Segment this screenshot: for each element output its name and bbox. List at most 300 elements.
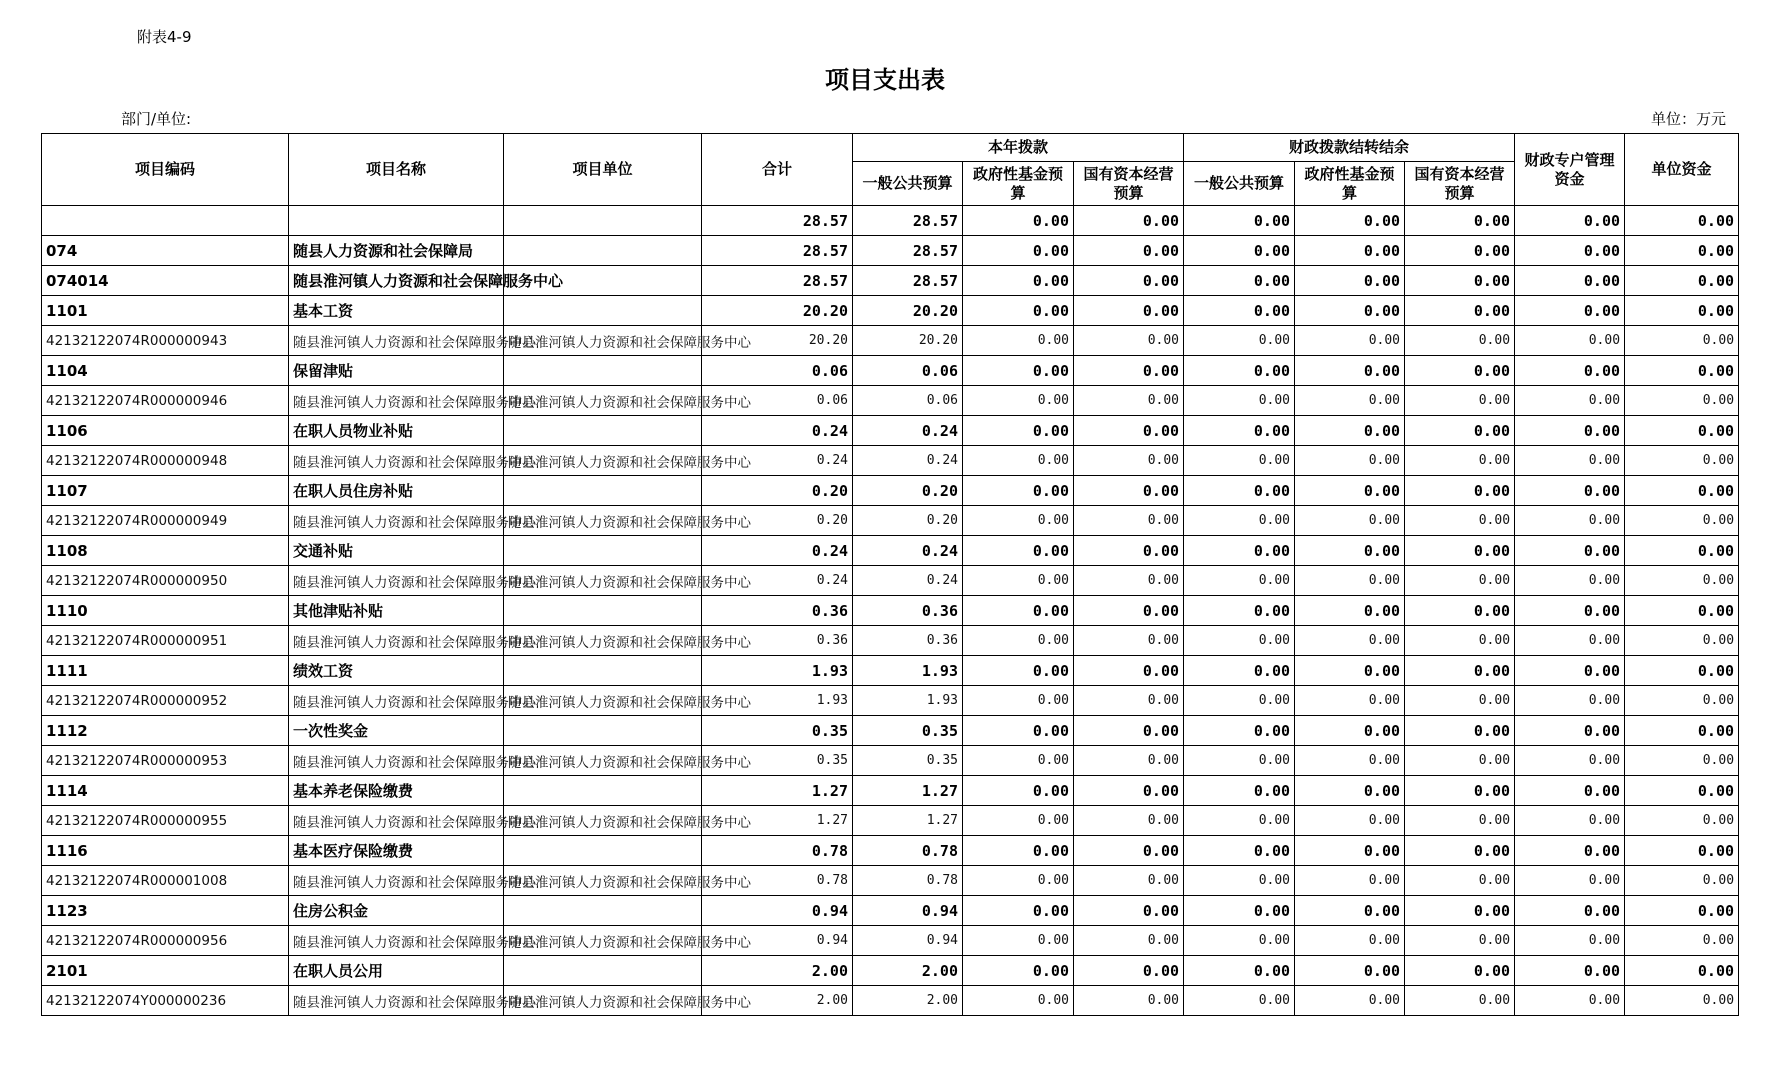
- cell-gov-fund-budget: 0.00: [963, 926, 1074, 956]
- cell-state-capital-budget: 0.00: [1074, 686, 1184, 716]
- table-row: [42, 896, 1739, 926]
- cell-project-name: 随县淮河镇人力资源和社会保障服务中心: [289, 446, 504, 476]
- table-row: [42, 416, 1739, 446]
- table-row: [42, 806, 1739, 836]
- cell-gov-fund-budget: 0.00: [963, 596, 1074, 626]
- cell-carry-gov-fund-budget: 0.00: [1295, 596, 1405, 626]
- cell-carry-general-budget: 0.00: [1184, 926, 1295, 956]
- cell-project-name: 随县淮河镇人力资源和社会保障服务中心: [289, 566, 504, 596]
- cell-carry-gov-fund-budget: 0.00: [1295, 866, 1405, 896]
- cell-total: 0.94: [702, 926, 853, 956]
- cell-project-code: 074: [42, 236, 289, 266]
- cell-carry-gov-fund-budget: 0.00: [1295, 986, 1405, 1016]
- table-row: [42, 986, 1739, 1016]
- cell-total: 1.93: [702, 656, 853, 686]
- cell-project-unit: [504, 716, 702, 746]
- cell-state-capital-budget: 0.00: [1074, 626, 1184, 656]
- cell-carry-gov-fund-budget: 0.00: [1295, 206, 1405, 236]
- cell-project-unit: 随县淮河镇人力资源和社会保障服务中心: [504, 926, 702, 956]
- cell-project-unit: 随县淮河镇人力资源和社会保障服务中心: [504, 746, 702, 776]
- header-row-1: [42, 134, 1739, 162]
- cell-carry-state-capital-budget: 0.00: [1405, 626, 1515, 656]
- cell-carry-gov-fund-budget: 0.00: [1295, 626, 1405, 656]
- cell-project-code: 1114: [42, 776, 289, 806]
- cell-state-capital-budget: 0.00: [1074, 596, 1184, 626]
- cell-project-name: 交通补贴: [289, 536, 504, 566]
- cell-carry-gov-fund-budget: 0.00: [1295, 356, 1405, 386]
- cell-carry-state-capital-budget: 0.00: [1405, 956, 1515, 986]
- cell-project-unit: 随县淮河镇人力资源和社会保障服务中心: [504, 806, 702, 836]
- cell-carry-general-budget: 0.00: [1184, 566, 1295, 596]
- cell-carry-state-capital-budget: 0.00: [1405, 356, 1515, 386]
- table-body: [42, 206, 1739, 1016]
- cell-project-code: 1116: [42, 836, 289, 866]
- cell-project-unit: 随县淮河镇人力资源和社会保障服务中心: [504, 566, 702, 596]
- cell-unit-fund: 0.00: [1625, 266, 1739, 296]
- cell-gov-fund-budget: 0.00: [963, 836, 1074, 866]
- cell-carry-state-capital-budget: 0.00: [1405, 596, 1515, 626]
- cell-project-name: 在职人员物业补贴: [289, 416, 504, 446]
- col-header-carry-gov-fund-budget: 政府性基金预算: [1295, 162, 1405, 206]
- cell-project-name: 随县淮河镇人力资源和社会保障服务中心: [289, 386, 504, 416]
- cell-total: 0.35: [702, 746, 853, 776]
- cell-special-fund: 0.00: [1515, 356, 1625, 386]
- cell-project-code: 1101: [42, 296, 289, 326]
- cell-state-capital-budget: 0.00: [1074, 476, 1184, 506]
- cell-project-name: 随县淮河镇人力资源和社会保障服务中心: [289, 746, 504, 776]
- col-header-unit: 项目单位: [504, 134, 702, 206]
- cell-general-budget: 2.00: [853, 986, 963, 1016]
- cell-project-code: 42132122074R000001008: [42, 866, 289, 896]
- cell-total: 0.78: [702, 866, 853, 896]
- cell-gov-fund-budget: 0.00: [963, 686, 1074, 716]
- cell-total: 0.36: [702, 596, 853, 626]
- cell-carry-state-capital-budget: 0.00: [1405, 776, 1515, 806]
- cell-carry-gov-fund-budget: 0.00: [1295, 236, 1405, 266]
- cell-total: 0.94: [702, 896, 853, 926]
- cell-unit-fund: 0.00: [1625, 626, 1739, 656]
- cell-carry-general-budget: 0.00: [1184, 476, 1295, 506]
- cell-special-fund: 0.00: [1515, 296, 1625, 326]
- cell-carry-state-capital-budget: 0.00: [1405, 896, 1515, 926]
- cell-carry-general-budget: 0.00: [1184, 836, 1295, 866]
- cell-carry-general-budget: 0.00: [1184, 506, 1295, 536]
- cell-state-capital-budget: 0.00: [1074, 656, 1184, 686]
- cell-general-budget: 20.20: [853, 296, 963, 326]
- cell-special-fund: 0.00: [1515, 836, 1625, 866]
- cell-state-capital-budget: 0.00: [1074, 716, 1184, 746]
- cell-gov-fund-budget: 0.00: [963, 746, 1074, 776]
- cell-unit-fund: 0.00: [1625, 386, 1739, 416]
- cell-project-name: 其他津贴补贴: [289, 596, 504, 626]
- cell-carry-gov-fund-budget: 0.00: [1295, 566, 1405, 596]
- cell-project-name: 随县淮河镇人力资源和社会保障服务中心: [289, 626, 504, 656]
- cell-state-capital-budget: 0.00: [1074, 296, 1184, 326]
- cell-gov-fund-budget: 0.00: [963, 716, 1074, 746]
- cell-total: 20.20: [702, 296, 853, 326]
- cell-project-name: 随县淮河镇人力资源和社会保障服务中心: [289, 806, 504, 836]
- cell-unit-fund: 0.00: [1625, 656, 1739, 686]
- cell-general-budget: 28.57: [853, 206, 963, 236]
- cell-carry-state-capital-budget: 0.00: [1405, 416, 1515, 446]
- cell-project-code: 42132122074R000000949: [42, 506, 289, 536]
- cell-carry-gov-fund-budget: 0.00: [1295, 656, 1405, 686]
- cell-carry-general-budget: 0.00: [1184, 656, 1295, 686]
- cell-unit-fund: 0.00: [1625, 866, 1739, 896]
- cell-total: 0.24: [702, 566, 853, 596]
- cell-carry-general-budget: 0.00: [1184, 716, 1295, 746]
- cell-carry-state-capital-budget: 0.00: [1405, 806, 1515, 836]
- cell-unit-fund: 0.00: [1625, 296, 1739, 326]
- table-row: [42, 566, 1739, 596]
- cell-general-budget: 0.24: [853, 446, 963, 476]
- cell-state-capital-budget: 0.00: [1074, 746, 1184, 776]
- cell-carry-state-capital-budget: 0.00: [1405, 746, 1515, 776]
- col-header-carry-state-capital-budget: 国有资本经营预算: [1405, 162, 1515, 206]
- cell-state-capital-budget: 0.00: [1074, 416, 1184, 446]
- cell-state-capital-budget: 0.00: [1074, 836, 1184, 866]
- cell-carry-state-capital-budget: 0.00: [1405, 476, 1515, 506]
- cell-project-code: 1112: [42, 716, 289, 746]
- cell-state-capital-budget: 0.00: [1074, 926, 1184, 956]
- cell-unit-fund: 0.00: [1625, 206, 1739, 236]
- project-expenditure-table: [41, 133, 1739, 1016]
- table-row: [42, 746, 1739, 776]
- cell-carry-general-budget: 0.00: [1184, 686, 1295, 716]
- cell-total: 0.20: [702, 476, 853, 506]
- cell-project-code: 42132122074R000000951: [42, 626, 289, 656]
- cell-special-fund: 0.00: [1515, 926, 1625, 956]
- cell-state-capital-budget: 0.00: [1074, 806, 1184, 836]
- cell-state-capital-budget: 0.00: [1074, 896, 1184, 926]
- cell-project-unit: 随县淮河镇人力资源和社会保障服务中心: [504, 506, 702, 536]
- cell-total: 0.36: [702, 626, 853, 656]
- table-row: [42, 956, 1739, 986]
- cell-carry-general-budget: 0.00: [1184, 266, 1295, 296]
- cell-carry-gov-fund-budget: 0.00: [1295, 506, 1405, 536]
- table-row: [42, 686, 1739, 716]
- cell-carry-state-capital-budget: 0.00: [1405, 536, 1515, 566]
- cell-special-fund: 0.00: [1515, 716, 1625, 746]
- cell-gov-fund-budget: 0.00: [963, 356, 1074, 386]
- cell-project-unit: [504, 596, 702, 626]
- cell-general-budget: 0.20: [853, 506, 963, 536]
- cell-gov-fund-budget: 0.00: [963, 626, 1074, 656]
- cell-project-code: 42132122074R000000950: [42, 566, 289, 596]
- cell-project-name: 随县淮河镇人力资源和社会保障服务中心: [289, 266, 504, 296]
- col-group-current-year: 本年拨款: [853, 134, 1184, 162]
- cell-unit-fund: 0.00: [1625, 806, 1739, 836]
- cell-carry-general-budget: 0.00: [1184, 626, 1295, 656]
- table-row: [42, 776, 1739, 806]
- cell-general-budget: 0.94: [853, 926, 963, 956]
- cell-unit-fund: 0.00: [1625, 566, 1739, 596]
- cell-project-code: 1106: [42, 416, 289, 446]
- cell-total: 0.24: [702, 446, 853, 476]
- cell-total: 0.35: [702, 716, 853, 746]
- table-row: [42, 386, 1739, 416]
- cell-gov-fund-budget: 0.00: [963, 566, 1074, 596]
- cell-special-fund: 0.00: [1515, 806, 1625, 836]
- cell-unit-fund: 0.00: [1625, 416, 1739, 446]
- cell-special-fund: 0.00: [1515, 476, 1625, 506]
- col-group-carryover: 财政拨款结转结余: [1184, 134, 1515, 162]
- cell-unit-fund: 0.00: [1625, 896, 1739, 926]
- cell-unit-fund: 0.00: [1625, 836, 1739, 866]
- cell-project-name: 随县淮河镇人力资源和社会保障服务中心: [289, 866, 504, 896]
- cell-carry-gov-fund-budget: 0.00: [1295, 956, 1405, 986]
- col-header-total: 合计: [702, 134, 853, 206]
- cell-special-fund: 0.00: [1515, 266, 1625, 296]
- cell-general-budget: 0.06: [853, 386, 963, 416]
- cell-carry-general-budget: 0.00: [1184, 446, 1295, 476]
- cell-gov-fund-budget: 0.00: [963, 656, 1074, 686]
- table-row: [42, 926, 1739, 956]
- cell-total: 28.57: [702, 266, 853, 296]
- cell-general-budget: 0.78: [853, 866, 963, 896]
- cell-carry-state-capital-budget: 0.00: [1405, 236, 1515, 266]
- cell-total: 20.20: [702, 326, 853, 356]
- cell-carry-general-budget: 0.00: [1184, 386, 1295, 416]
- cell-project-code: 42132122074Y000000236: [42, 986, 289, 1016]
- cell-carry-general-budget: 0.00: [1184, 956, 1295, 986]
- cell-project-unit: [504, 956, 702, 986]
- cell-project-unit: [504, 206, 702, 236]
- cell-project-code: 1110: [42, 596, 289, 626]
- cell-total: 1.27: [702, 806, 853, 836]
- cell-carry-state-capital-budget: 0.00: [1405, 506, 1515, 536]
- cell-state-capital-budget: 0.00: [1074, 776, 1184, 806]
- cell-gov-fund-budget: 0.00: [963, 296, 1074, 326]
- cell-carry-state-capital-budget: 0.00: [1405, 926, 1515, 956]
- cell-project-code: 42132122074R000000955: [42, 806, 289, 836]
- cell-gov-fund-budget: 0.00: [963, 206, 1074, 236]
- cell-carry-general-budget: 0.00: [1184, 536, 1295, 566]
- table-row: [42, 866, 1739, 896]
- cell-project-name: 在职人员公用: [289, 956, 504, 986]
- cell-carry-state-capital-budget: 0.00: [1405, 296, 1515, 326]
- cell-general-budget: 0.24: [853, 416, 963, 446]
- cell-carry-gov-fund-budget: 0.00: [1295, 896, 1405, 926]
- cell-project-unit: 随县淮河镇人力资源和社会保障服务中心: [504, 866, 702, 896]
- cell-gov-fund-budget: 0.00: [963, 806, 1074, 836]
- cell-carry-gov-fund-budget: 0.00: [1295, 926, 1405, 956]
- cell-special-fund: 0.00: [1515, 596, 1625, 626]
- cell-project-unit: 随县淮河镇人力资源和社会保障服务中心: [504, 686, 702, 716]
- table-row: [42, 476, 1739, 506]
- cell-total: 0.78: [702, 836, 853, 866]
- cell-carry-general-budget: 0.00: [1184, 806, 1295, 836]
- cell-total: 28.57: [702, 236, 853, 266]
- cell-project-name: 随县淮河镇人力资源和社会保障服务中心: [289, 506, 504, 536]
- cell-gov-fund-budget: 0.00: [963, 416, 1074, 446]
- cell-special-fund: 0.00: [1515, 206, 1625, 236]
- cell-general-budget: 1.93: [853, 656, 963, 686]
- cell-general-budget: 1.27: [853, 806, 963, 836]
- cell-carry-gov-fund-budget: 0.00: [1295, 476, 1405, 506]
- cell-special-fund: 0.00: [1515, 626, 1625, 656]
- cell-carry-state-capital-budget: 0.00: [1405, 836, 1515, 866]
- cell-special-fund: 0.00: [1515, 416, 1625, 446]
- cell-general-budget: 20.20: [853, 326, 963, 356]
- cell-gov-fund-budget: 0.00: [963, 326, 1074, 356]
- cell-state-capital-budget: 0.00: [1074, 266, 1184, 296]
- table-row: [42, 716, 1739, 746]
- cell-project-code: 1107: [42, 476, 289, 506]
- currency-unit-label: 单位：万元: [1650, 110, 1726, 128]
- cell-carry-general-budget: 0.00: [1184, 416, 1295, 446]
- cell-carry-gov-fund-budget: 0.00: [1295, 776, 1405, 806]
- cell-special-fund: 0.00: [1515, 866, 1625, 896]
- cell-carry-general-budget: 0.00: [1184, 776, 1295, 806]
- table-row: [42, 536, 1739, 566]
- cell-general-budget: 28.57: [853, 236, 963, 266]
- cell-special-fund: 0.00: [1515, 446, 1625, 476]
- cell-carry-gov-fund-budget: 0.00: [1295, 806, 1405, 836]
- cell-project-unit: [504, 416, 702, 446]
- cell-carry-general-budget: 0.00: [1184, 236, 1295, 266]
- cell-unit-fund: 0.00: [1625, 686, 1739, 716]
- cell-general-budget: 0.94: [853, 896, 963, 926]
- cell-carry-gov-fund-budget: 0.00: [1295, 836, 1405, 866]
- cell-special-fund: 0.00: [1515, 236, 1625, 266]
- cell-general-budget: 0.78: [853, 836, 963, 866]
- col-header-unit-fund: 单位资金: [1625, 134, 1739, 206]
- cell-unit-fund: 0.00: [1625, 746, 1739, 776]
- table-row: [42, 236, 1739, 266]
- table-row: [42, 596, 1739, 626]
- cell-state-capital-budget: 0.00: [1074, 206, 1184, 236]
- cell-project-code: 42132122074R000000952: [42, 686, 289, 716]
- cell-project-unit: [504, 836, 702, 866]
- cell-total: 28.57: [702, 206, 853, 236]
- cell-project-unit: [504, 896, 702, 926]
- cell-general-budget: 2.00: [853, 956, 963, 986]
- cell-special-fund: 0.00: [1515, 506, 1625, 536]
- col-header-gov-fund-budget: 政府性基金预算: [963, 162, 1074, 206]
- cell-project-unit: [504, 296, 702, 326]
- cell-unit-fund: 0.00: [1625, 596, 1739, 626]
- cell-special-fund: 0.00: [1515, 986, 1625, 1016]
- cell-unit-fund: 0.00: [1625, 326, 1739, 356]
- cell-carry-gov-fund-budget: 0.00: [1295, 746, 1405, 776]
- cell-total: 1.93: [702, 686, 853, 716]
- cell-unit-fund: 0.00: [1625, 536, 1739, 566]
- col-header-carry-general-budget: 一般公共预算: [1184, 162, 1295, 206]
- col-header-code: 项目编码: [42, 134, 289, 206]
- cell-total: 1.27: [702, 776, 853, 806]
- cell-carry-general-budget: 0.00: [1184, 866, 1295, 896]
- cell-total: 0.24: [702, 416, 853, 446]
- table-row: [42, 626, 1739, 656]
- cell-carry-general-budget: 0.00: [1184, 206, 1295, 236]
- cell-unit-fund: 0.00: [1625, 986, 1739, 1016]
- cell-unit-fund: 0.00: [1625, 236, 1739, 266]
- cell-project-name: 一次性奖金: [289, 716, 504, 746]
- cell-project-name: [289, 206, 504, 236]
- cell-total: 0.06: [702, 356, 853, 386]
- cell-carry-general-budget: 0.00: [1184, 356, 1295, 386]
- cell-carry-state-capital-budget: 0.00: [1405, 386, 1515, 416]
- cell-general-budget: 0.35: [853, 716, 963, 746]
- table-row: [42, 206, 1739, 236]
- cell-general-budget: 0.36: [853, 596, 963, 626]
- cell-project-name: 基本养老保险缴费: [289, 776, 504, 806]
- cell-project-unit: [504, 476, 702, 506]
- cell-carry-state-capital-budget: 0.00: [1405, 266, 1515, 296]
- table-row: [42, 296, 1739, 326]
- cell-special-fund: 0.00: [1515, 656, 1625, 686]
- cell-project-code: 42132122074R000000943: [42, 326, 289, 356]
- cell-project-code: 1104: [42, 356, 289, 386]
- cell-carry-state-capital-budget: 0.00: [1405, 656, 1515, 686]
- cell-project-unit: 随县淮河镇人力资源和社会保障服务中心: [504, 446, 702, 476]
- cell-state-capital-budget: 0.00: [1074, 986, 1184, 1016]
- cell-gov-fund-budget: 0.00: [963, 236, 1074, 266]
- cell-project-name: 随县淮河镇人力资源和社会保障服务中心: [289, 686, 504, 716]
- cell-general-budget: 28.57: [853, 266, 963, 296]
- table-row: [42, 356, 1739, 386]
- cell-carry-gov-fund-budget: 0.00: [1295, 266, 1405, 296]
- cell-general-budget: 0.24: [853, 566, 963, 596]
- table-row: [42, 656, 1739, 686]
- cell-state-capital-budget: 0.00: [1074, 536, 1184, 566]
- cell-state-capital-budget: 0.00: [1074, 566, 1184, 596]
- cell-carry-gov-fund-budget: 0.00: [1295, 386, 1405, 416]
- cell-project-code: [42, 206, 289, 236]
- cell-state-capital-budget: 0.00: [1074, 386, 1184, 416]
- cell-carry-general-budget: 0.00: [1184, 896, 1295, 926]
- cell-state-capital-budget: 0.00: [1074, 866, 1184, 896]
- cell-special-fund: 0.00: [1515, 536, 1625, 566]
- table-row: [42, 446, 1739, 476]
- cell-carry-gov-fund-budget: 0.00: [1295, 686, 1405, 716]
- cell-gov-fund-budget: 0.00: [963, 776, 1074, 806]
- cell-unit-fund: 0.00: [1625, 476, 1739, 506]
- col-header-name: 项目名称: [289, 134, 504, 206]
- cell-carry-general-budget: 0.00: [1184, 986, 1295, 1016]
- cell-gov-fund-budget: 0.00: [963, 476, 1074, 506]
- department-label: 部门/单位:: [121, 110, 192, 128]
- cell-carry-general-budget: 0.00: [1184, 746, 1295, 776]
- cell-project-name: 随县淮河镇人力资源和社会保障服务中心: [289, 326, 504, 356]
- cell-project-unit: [504, 536, 702, 566]
- cell-unit-fund: 0.00: [1625, 776, 1739, 806]
- cell-special-fund: 0.00: [1515, 956, 1625, 986]
- table-row: [42, 836, 1739, 866]
- cell-state-capital-budget: 0.00: [1074, 326, 1184, 356]
- cell-carry-state-capital-budget: 0.00: [1405, 686, 1515, 716]
- attachment-number: 附表4-9: [137, 28, 192, 46]
- cell-project-name: 绩效工资: [289, 656, 504, 686]
- cell-gov-fund-budget: 0.00: [963, 536, 1074, 566]
- cell-project-name: 在职人员住房补贴: [289, 476, 504, 506]
- cell-total: 2.00: [702, 986, 853, 1016]
- cell-special-fund: 0.00: [1515, 776, 1625, 806]
- cell-project-code: 42132122074R000000956: [42, 926, 289, 956]
- cell-state-capital-budget: 0.00: [1074, 446, 1184, 476]
- cell-state-capital-budget: 0.00: [1074, 956, 1184, 986]
- cell-special-fund: 0.00: [1515, 896, 1625, 926]
- cell-carry-state-capital-budget: 0.00: [1405, 716, 1515, 746]
- cell-general-budget: 0.35: [853, 746, 963, 776]
- col-header-state-capital-budget: 国有资本经营预算: [1074, 162, 1184, 206]
- cell-project-code: 1108: [42, 536, 289, 566]
- cell-project-code: 42132122074R000000953: [42, 746, 289, 776]
- cell-carry-gov-fund-budget: 0.00: [1295, 416, 1405, 446]
- cell-state-capital-budget: 0.00: [1074, 506, 1184, 536]
- cell-project-name: 保留津贴: [289, 356, 504, 386]
